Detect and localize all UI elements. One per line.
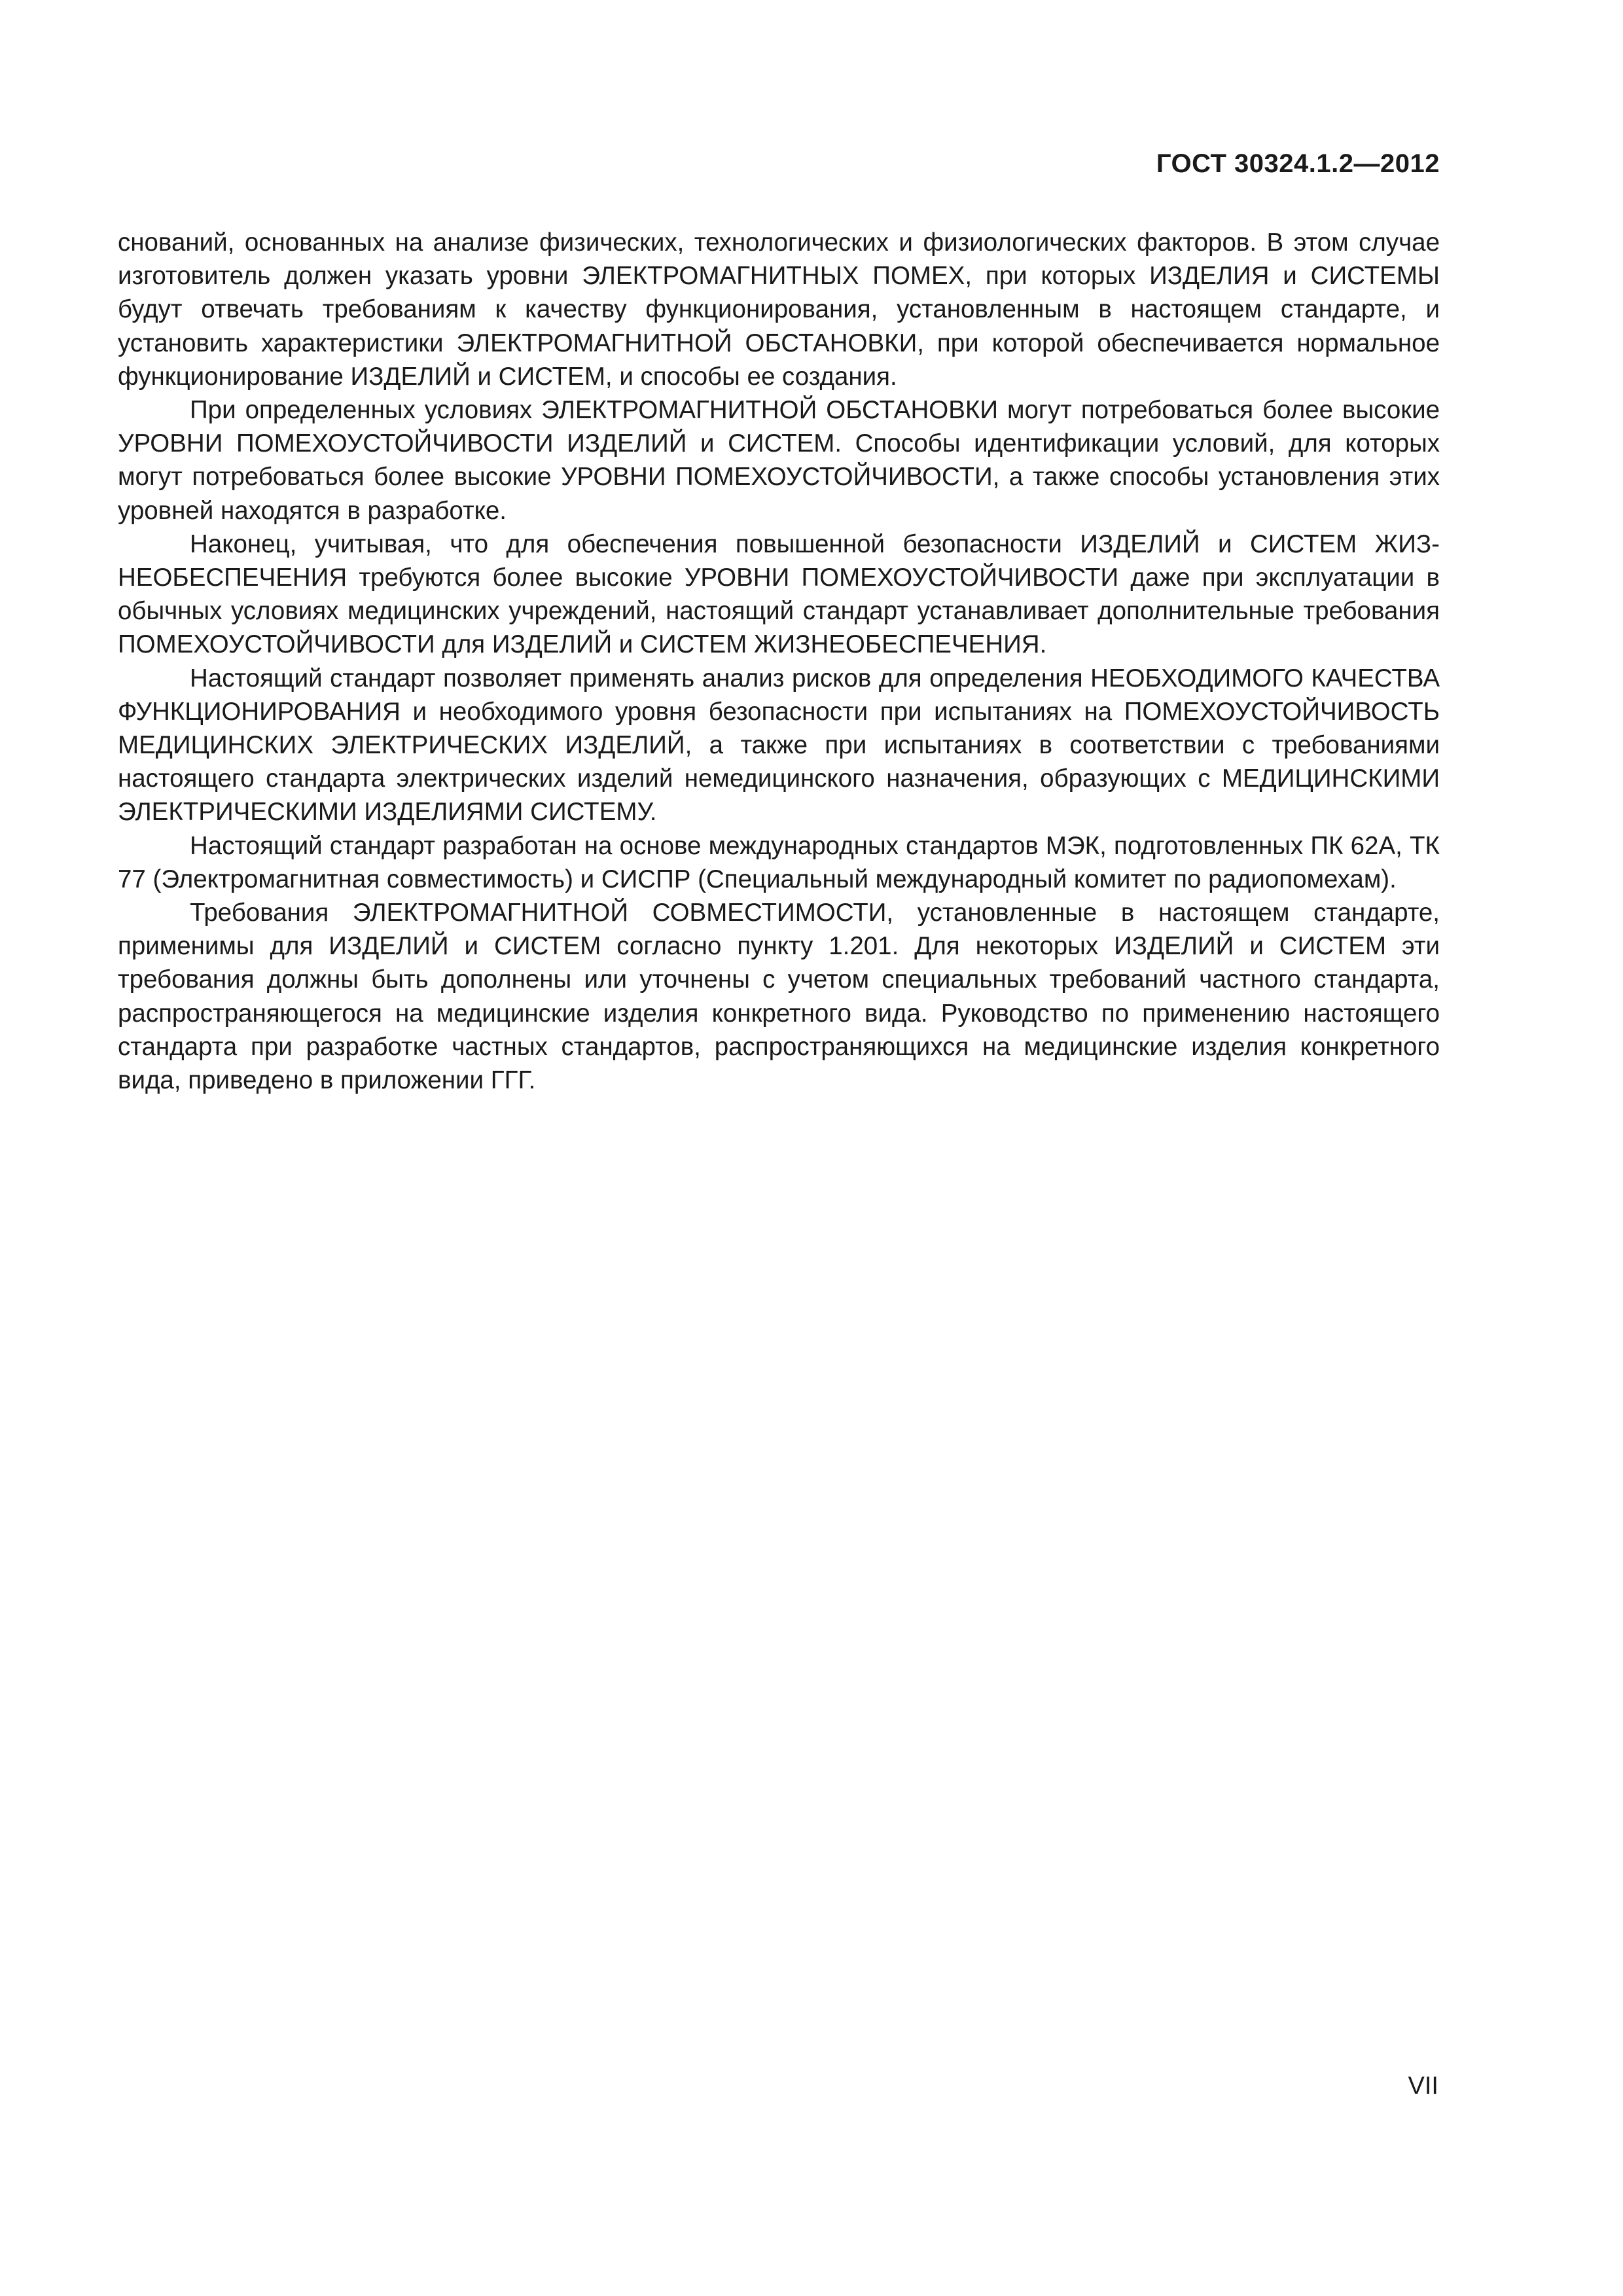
paragraph: При определенных условиях ЭЛЕКТРОМАГНИТНОЙ ОБСТАНОВКИ могут потребоваться более высокие УРОВНИ ПОМЕХОУСТОЙЧИВОСТИ ИЗДЕЛИЙ и СИСТЕМ. Способы идентификации условий, для которых могут потребоваться более высокие УРОВНИ ПОМЕХОУСТОЙЧИВОСТИ, а также способы установления этих уровней находятся в разработке. (118, 396, 1440, 525)
body-text (118, 226, 1440, 1097)
paragraph-continuation: снований, основанных на анализе физических, технологических и физиологических факторов. В этом случае изготовитель должен указать уровни ЭЛЕКТРОМАГНИТНЫХ ПОМЕХ, при которых ИЗДЕЛИЯ и СИСТЕМЫ будут отвечать требованиям к качеству функционирования, установленным в настоящем стандарте, и установить характеристики ЭЛЕКТРОМАГНИТНОЙ ОБСТАНОВКИ, при которой обеспечивается нормальное функционирование ИЗДЕЛИЙ и СИСТЕМ, и способы ее создания. (118, 228, 1440, 391)
standard-code-header: ГОСТ 30324.1.2—2012 (1156, 149, 1440, 178)
paragraph: Настоящий стандарт позволяет применять анализ рисков для определения НЕОБХОДИМОГО КАЧЕСТВА ФУНКЦИОНИРОВАНИЯ и необходимого уровня безопасности при испытаниях на ПОМЕХОУСТОЙЧИВОСТЬ МЕДИЦИНСКИХ ЭЛЕКТРИЧЕСКИХ ИЗДЕЛИЙ, а также при испытаниях в соответствии с требованиями настоящего стандарта электрических изделий немедицинского назначения, образующих с МЕДИЦИНСКИМИ ЭЛЕКТРИЧЕСКИМИ ИЗДЕЛИЯМИ СИСТЕМУ. (118, 664, 1440, 827)
paragraph: Требования ЭЛЕКТРОМАГНИТНОЙ СОВМЕСТИМОСТИ, установленные в настоящем стандарте, применимы для ИЗДЕЛИЙ и СИСТЕМ согласно пункту 1.201. Для некоторых ИЗДЕЛИЙ и СИСТЕМ эти требования должны быть дополнены или уточнены с учетом специальных требований частного стандарта, распространяющегося на медицинские изделия конкретного вида. Руководство по применению настоящего стандарта при разработке частных стандартов, распространяющихся на медицинские изделия конкретного вида, приведено в приложении ГГГ. (118, 899, 1440, 1095)
paragraph: Наконец, учитывая, что для обеспечения повышенной безопасности ИЗДЕЛИЙ и СИСТЕМ ЖИЗНЕОБЕСПЕЧЕНИЯ требуются более высокие УРОВНИ ПОМЕХОУСТОЙЧИВОСТИ даже при эксплуатации в обычных условиях медицинских учреждений, настоящий стандарт устанавливает дополнительные требования ПОМЕХОУСТОЙЧИВОСТИ для ИЗДЕЛИЙ и СИСТЕМ ЖИЗНЕОБЕСПЕЧЕНИЯ. (118, 529, 1440, 659)
page-number: VII (1408, 2072, 1438, 2100)
paragraph: Настоящий стандарт разработан на основе международных стандартов МЭК, подготовленных ПК 62А, ТК 77 (Электромагнитная совместимость) и СИСПР (Специальный международный комитет по радиопомехам). (118, 831, 1440, 893)
